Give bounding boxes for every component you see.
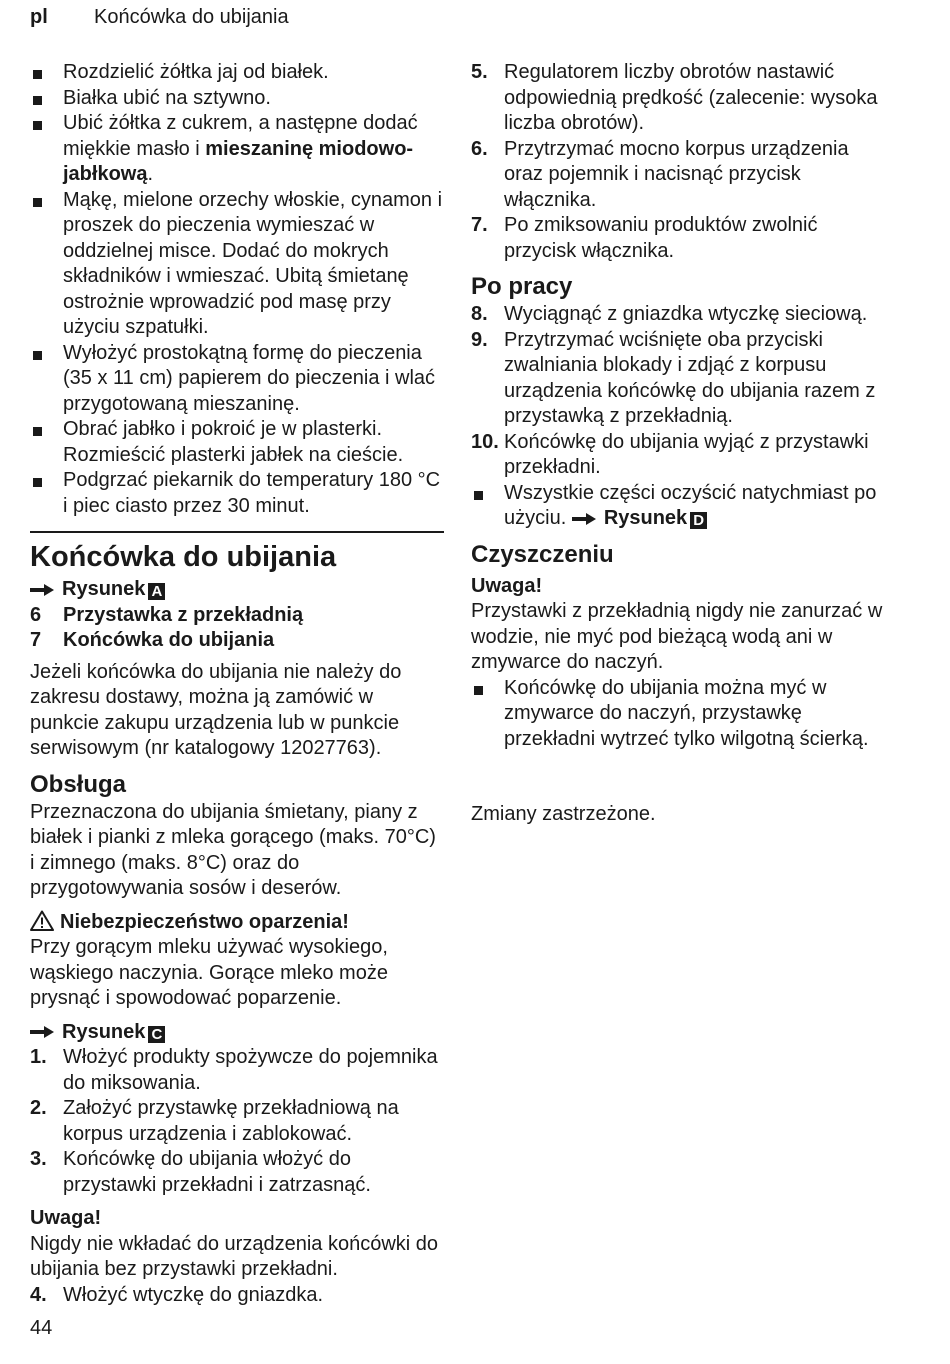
note-text: Nigdy nie wkładać do urządzenia końcówki do ubijania bez przystawki przekładni.: [30, 1232, 439, 1280]
section-divider: [30, 531, 444, 533]
list-item: 4. Włożyć wtyczkę do gniazdka.: [30, 1283, 324, 1306]
list-item: 8. Wyciągnąć z gniazdka wtyczkę sieciową.: [471, 303, 868, 325]
list-item: Podgrzać piekarnik do temperatury 180 °C i piec ciasto przez 30 minut.: [30, 468, 444, 519]
list-item: Rozdzielić żółtka jaj od białek.: [30, 60, 444, 86]
subsection-title-obsluga: Obsługa: [30, 770, 127, 798]
list-item: Białka ubić na sztywno.: [30, 86, 444, 112]
left-column: [30, 60, 444, 1308]
page-number: 44: [30, 1317, 53, 1339]
note-heading: Uwaga!: [471, 574, 543, 597]
subsection-title-czyszczeniu: Czyszczeniu: [471, 540, 614, 568]
arrow-right-icon: [572, 513, 596, 525]
list-item: 1. Włożyć produkty spożywcze do pojemnika do miksowania.: [30, 1046, 438, 1094]
obsluga-paragraph: Przeznaczona do ubijania śmietany, piany z białek i pianki z mleka gorącego (maks. 70°C) i zimnego (maks. 8°C) oraz do przygotowywania sosów i deserów.: [30, 800, 436, 899]
list-item: 6 Przystawka z przekładnią: [30, 603, 304, 626]
page-header: [30, 5, 289, 31]
list-item: 9. Przytrzymać wciśnięte oba przyciski zwalniania blokady i zdjąć z korpusu urządzenia końcówkę do ubijania razem z przystawką z przekładnią.: [471, 328, 876, 427]
usage-steps-list: [30, 1045, 444, 1198]
list-item: 10. Końcówkę do ubijania wyjąć z przystawki przekładni.: [471, 430, 869, 478]
list-item: 5. Regulatorem liczby obrotów nastawić odpowiednią prędkość (zalecenie: wysoka liczba obrotów).: [471, 61, 878, 134]
list-item: Obrać jabłko i pokroić je w plasterki. Rozmieścić plasterki jabłek na cieście.: [30, 417, 444, 468]
list-item: 6. Przytrzymać mocno korpus urządzenia oraz pojemnik i nacisnąć przycisk włącznika.: [471, 137, 849, 211]
list-item: Końcówkę do ubijania można myć w zmywarce do naczyń, przystawkę przekładni wytrzeć tylko wilgotną ścierką.: [471, 676, 891, 753]
warning-triangle-icon: [30, 910, 54, 931]
list-item: 7 Końcówka do ubijania: [30, 629, 275, 651]
language-code: pl: [30, 6, 48, 28]
list-item: Wyłożyć prostokątną formę do pieczenia (35 x 11 cm) papierem do pieczenia i wlać przygotowaną mieszaninę.: [30, 341, 444, 418]
warning-text: Przy gorącym mleku używać wysokiego, wąskiego naczynia. Gorące mleko może prysnąć i spowodować poparzenie.: [30, 936, 388, 1009]
list-item: 2. Założyć przystawkę przekładniową na korpus urządzenia i zablokować.: [30, 1097, 399, 1145]
after-use-bullets: [471, 481, 891, 532]
warning-heading: Niebezpieczeństwo oparzenia!: [30, 910, 444, 936]
arrow-right-icon: [30, 584, 54, 596]
parts-list: [30, 603, 444, 654]
section-title: Końcówka do ubijania: [30, 541, 337, 573]
list-item: 7. Po zmiksowaniu produktów zwolnić przycisk włącznika.: [471, 214, 818, 262]
intro-paragraph: Jeżeli końcówka do ubijania nie należy do zakresu dostawy, można ją zamówić w punkcie zakupu urządzenia lub w punkcie serwisowym (nr katalogowy 12027763).: [30, 660, 402, 759]
list-item: 3. Końcówkę do ubijania włożyć do przystawki przekładni i zatrzasnąć.: [30, 1148, 371, 1196]
subsection-title-po-pracy: Po pracy: [471, 273, 573, 300]
header-title: Końcówka do ubijania: [94, 6, 289, 28]
figure-reference-d: Rysunek D: [572, 507, 707, 529]
figure-reference-c: Rysunek C: [30, 1020, 444, 1046]
figure-letter-box: D: [690, 512, 707, 529]
right-column: [471, 60, 891, 828]
usage-steps-list-cont: [30, 1283, 444, 1309]
after-use-steps-list: [471, 302, 891, 481]
note-heading: Uwaga!: [30, 1207, 102, 1229]
note-text: Przystawki z przekładnią nigdy nie zanurzać w wodzie, nie myć pod bieżącą wodą ani w zmywarce do naczyń.: [471, 600, 883, 673]
cleaning-bullets: [471, 676, 891, 753]
recipe-steps-list: [30, 60, 444, 519]
list-item: Ubić żółtka z cukrem, a następne dodać miękkie masło i mieszaninę miodowo-jabłkową.: [30, 111, 444, 188]
usage-steps-list-right: [471, 60, 891, 264]
footer-note: Zmiany zastrzeżone.: [471, 803, 656, 825]
arrow-right-icon: [30, 1026, 54, 1038]
list-item: Wszystkie części oczyścić natychmiast po użyciu. Rysunek D: [471, 481, 891, 532]
figure-reference-a: Rysunek A: [30, 577, 444, 603]
figure-letter-box: A: [148, 583, 165, 600]
list-item: Mąkę, mielone orzechy włoskie, cynamon i proszek do pieczenia wymieszać w oddzielnej misce. Dodać do mokrych składników i wmieszać. Ubitą śmietanę ostrożnie wprowadzić pod masę przy użyciu szpatułki.: [30, 188, 444, 341]
figure-letter-box: C: [148, 1026, 165, 1043]
